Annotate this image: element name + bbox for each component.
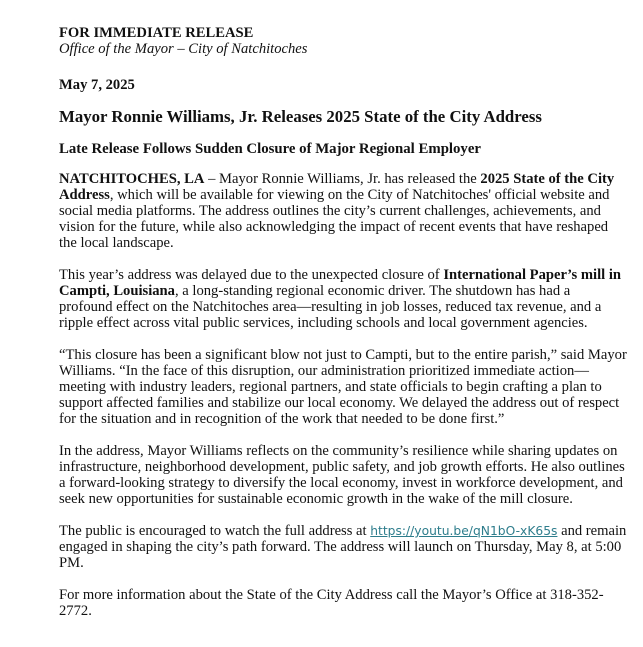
subtitle: Late Release Follows Sudden Closure of Major Regional Employer [59, 141, 481, 157]
paragraph-intro [59, 171, 629, 251]
paragraph-watch [59, 523, 629, 571]
text-line: vision for the future, while also acknowledging the impact of recent events that have reshaped [59, 219, 609, 235]
text-line: In the address, Mayor Williams reflects on the community’s resilience while sharing updates on [59, 443, 618, 459]
paragraph-contact [59, 587, 629, 619]
text-line: “This closure has been a significant blow not just to Campti, but to the entire parish,” said Mayor [59, 347, 627, 363]
paragraph-quote [59, 347, 629, 427]
text: and remain [557, 523, 627, 539]
text: The public is encouraged to watch the full address at [59, 523, 371, 539]
text-bold: 2025 State of the City [480, 171, 615, 187]
text: , a long-standing regional economic driver. The shutdown has had a [174, 283, 571, 299]
page-title: Mayor Ronnie Williams, Jr. Releases 2025 State of the City Address [59, 107, 542, 126]
dateline: NATCHITOCHES, LA [59, 171, 205, 187]
text-bold: Address [59, 187, 110, 203]
text: – Mayor Ronnie Williams, Jr. has released the [204, 171, 481, 187]
release-label: FOR IMMEDIATE RELEASE [59, 25, 254, 41]
text-line: Williams. “In the face of this disruption, our administration prioritized immediate action— [59, 363, 589, 379]
press-release [59, 25, 629, 619]
video-link[interactable]: https://youtu.be/qN1bO-xK65s [370, 524, 558, 538]
paragraph-address-content [59, 443, 629, 507]
text-line: ripple effect across vital public services, including schools and local government agencies. [59, 315, 588, 331]
text-line: profound effect on the Natchitoches area—resulting in job losses, reduced tax revenue, and a [59, 299, 602, 315]
text-line: For more information about the State of the City Address call the Mayor’s Office at 318-352- [59, 587, 604, 603]
paragraph-delay [59, 267, 629, 331]
text-line: social media platforms. The address outlines the city’s current challenges, achievements, and [59, 203, 601, 219]
text-line: a forward-looking strategy to diversify the local economy, invest in workforce development, and [59, 475, 623, 491]
text-line: support affected families and stabilize our local economy. We delayed the address out of respect [59, 395, 620, 411]
text-line: engaged in shaping the city’s path forward. The address will launch on Thursday, May 8, at 5:00 [59, 539, 622, 555]
office-line: Office of the Mayor – City of Natchitoches [59, 41, 308, 57]
text: This year’s address was delayed due to the unexpected closure of [59, 267, 444, 283]
release-date: May 7, 2025 [59, 77, 135, 93]
text-line: PM. [59, 555, 84, 571]
text-bold: Campti, Louisiana [59, 283, 175, 299]
text-bold: International Paper’s mill in [443, 267, 621, 283]
text: , which will be available for viewing on the City of Natchitoches' official website and [109, 187, 610, 203]
text-line: the local landscape. [59, 235, 174, 251]
text-line: meeting with industry leaders, regional partners, and state officials to begin crafting a plan to [59, 379, 602, 395]
text-line: infrastructure, neighborhood development, public safety, and job growth efforts. He also outlines [59, 459, 625, 475]
text-line: seek new opportunities for sustainable economic growth in the wake of the mill closure. [59, 491, 573, 507]
text-line: for the situation and in recognition of the work that needed to be done first.” [59, 411, 505, 427]
text-line: 2772. [59, 603, 92, 619]
